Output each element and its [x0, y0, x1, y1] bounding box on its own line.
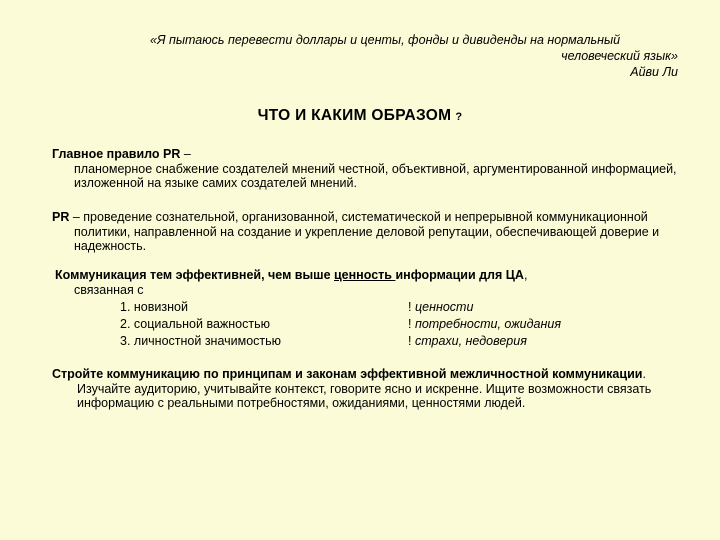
exclamation-mark: ! [408, 333, 412, 348]
communication-lead-comma: , [523, 268, 528, 282]
communication-lead-2: информации для ЦА [395, 268, 524, 282]
slide-title [0, 107, 720, 125]
list-item [52, 317, 692, 334]
main-rule-paragraph [52, 147, 692, 191]
communication-paragraph [52, 268, 692, 351]
list-item-factor: 2. социальной важностью [120, 316, 270, 331]
main-rule-body: планомерное снабжение создателей мнений честной, объективной, аргументированной информацией, изложенной на языке самих создателей мнений. [74, 161, 677, 190]
list-item-result: ценности [414, 299, 474, 314]
pr-term: PR [52, 210, 70, 224]
list-item-factor: 3. личностной значимостью [120, 333, 282, 348]
communication-lead-underlined: ценность [334, 268, 396, 282]
slide-title-text: ЧТО И КАКИМ ОБРАЗОМ [257, 107, 452, 124]
advice-paragraph [52, 367, 692, 411]
main-rule-heading: Главное правило PR [52, 147, 181, 161]
exclamation-mark: ! [408, 316, 412, 331]
list-item-factor: 1. новизной [120, 299, 188, 314]
exclamation-mark: ! [408, 299, 412, 314]
epigraph-author: Айви Ли [630, 65, 678, 79]
pr-definition-text: – проведение сознательной, организованной, систематической и непрерывной коммуникационной политики, направленной на создание и укрепление деловой репутации, обеспечивающей доверие и надежность. [69, 210, 660, 253]
epigraph-line-1: «Я пытаюсь перевести доллары и центы, фонды и дивиденды на нормальный [150, 33, 621, 47]
list-item-result: страхи, недоверия [414, 333, 527, 348]
list-item [52, 334, 692, 351]
advice-text: . Изучайте аудиторию, учитывайте контекст, говорите ясно и искренне. Ищите возможности связать информацию с реальными потребностями, ожиданиями, ценностями людей. [77, 367, 652, 410]
advice-bold: Стройте коммуникацию по принципам и законам эффективной межличностной коммуникации [52, 367, 643, 381]
slide-title-question-mark: ? [455, 111, 463, 123]
epigraph-quote [118, 32, 678, 80]
list-item-result: потребности, ожидания [414, 316, 561, 331]
communication-lead-1: Коммуникация тем эффективней, чем выше [55, 268, 334, 282]
pr-definition-paragraph [52, 210, 692, 254]
main-rule-dash: – [180, 147, 191, 161]
list-item [52, 300, 692, 317]
epigraph-line-2: человеческий язык» [561, 49, 678, 63]
communication-line-2: связанная с [74, 282, 144, 297]
